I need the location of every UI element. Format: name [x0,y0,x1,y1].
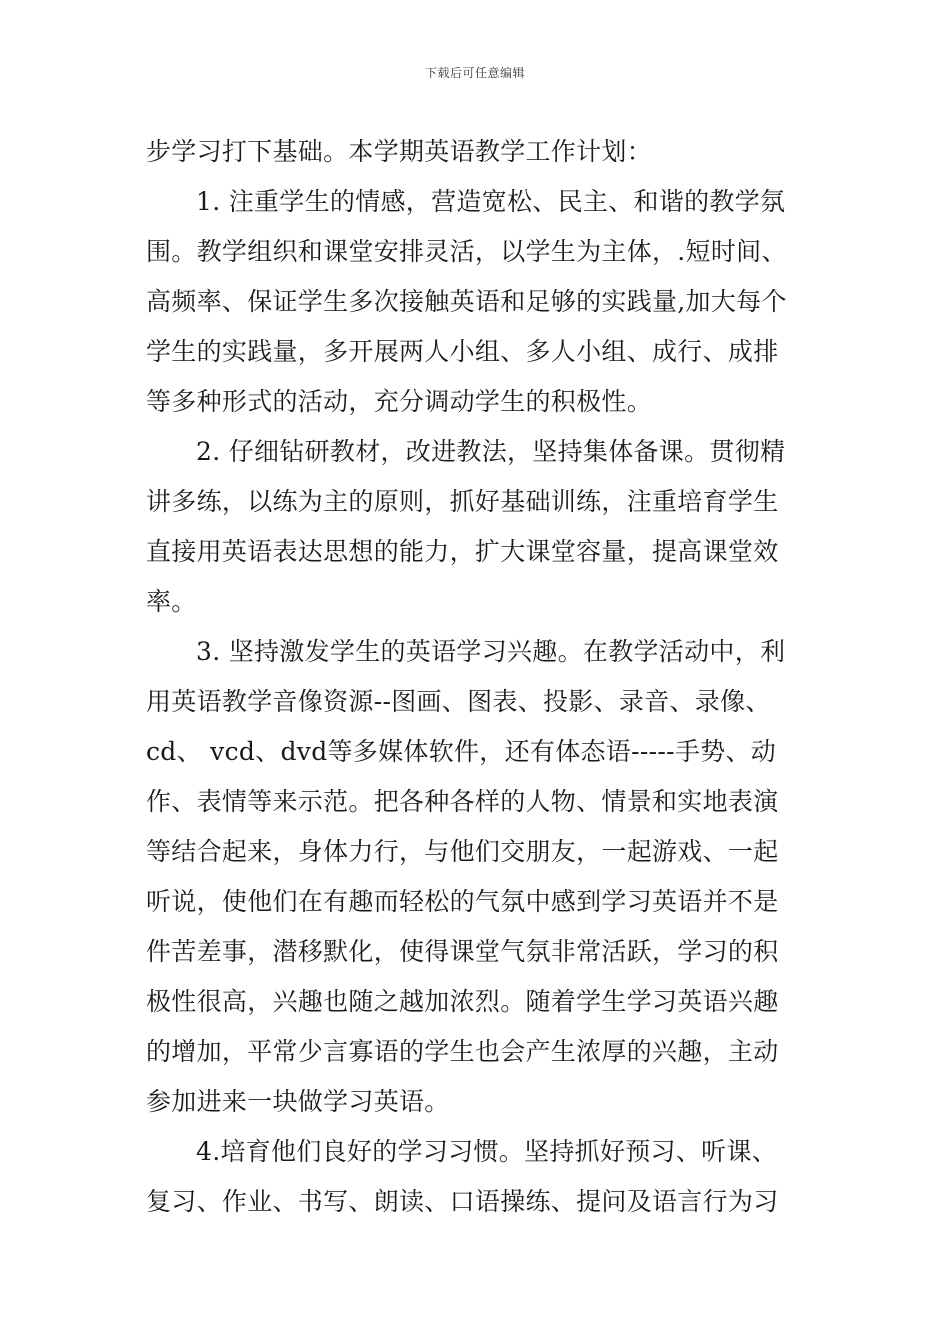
header-note: 下载后可任意编辑 [424,66,525,80]
text-line: 讲多练，以练为主的原则，抓好基础训练，注重培育学生 [146,487,779,516]
text-line: 的增加，平常少言寡语的学生也会产生浓厚的兴趣，主动 [146,1037,779,1066]
text-line: 等多种形式的活动，充分调动学生的积极性。 [146,387,653,416]
text-line: 极性很高，兴趣也随之越加浓烈。随着学生学习英语兴趣 [146,987,779,1016]
text-line-item-4-start: 4.培育他们良好的学习习惯。坚持抓好预习、听课、 [196,1137,778,1166]
text-line: 用英语教学音像资源--图画、图表、投影、录音、录像、 [146,687,771,716]
text-line: 复习、作业、书写、朗读、口语操练、提问及语言行为习 [146,1187,779,1216]
text-line: 高频率、保证学生多次接触英语和足够的实践量,加大每个 [146,287,787,316]
text-line: 等结合起来，身体力行，与他们交朋友，一起游戏、一起 [146,837,779,866]
text-line: 学生的实践量，多开展两人小组、多人小组、成行、成排 [146,337,779,366]
text-line-item-1-start: 1. 注重学生的情感，营造宽松、民主、和谐的教学氛 [196,187,786,216]
document-body [146,127,836,1227]
text-line: cd、 vcd、dvd等多媒体软件，还有体态语-----手势、动 [146,737,777,766]
text-line: 率。 [146,587,197,616]
text-line: 件苦差事，潜移默化，使得课堂气氛非常活跃，学习的积 [146,937,779,966]
text-line: 参加进来一块做学习英语。 [146,1087,450,1116]
text-line: 直接用英语表达思想的能力，扩大课堂容量，提高课堂效 [146,537,779,566]
text-line-item-2-start: 2. 仔细钻研教材，改进教法，坚持集体备课。贯彻精 [196,437,786,466]
text-line: 听说，使他们在有趣而轻松的气氛中感到学习英语并不是 [146,887,779,916]
text-line: 步学习打下基础。本学期英语教学工作计划： [146,137,653,166]
text-line-item-3-start: 3. 坚持激发学生的英语学习兴趣。在教学活动中，利 [196,637,786,666]
text-line: 围。教学组织和课堂安排灵活，以学生为主体，.短时间、 [146,237,787,266]
text-line: 作、表情等来示范。把各种各样的人物、情景和实地表演 [146,787,779,816]
